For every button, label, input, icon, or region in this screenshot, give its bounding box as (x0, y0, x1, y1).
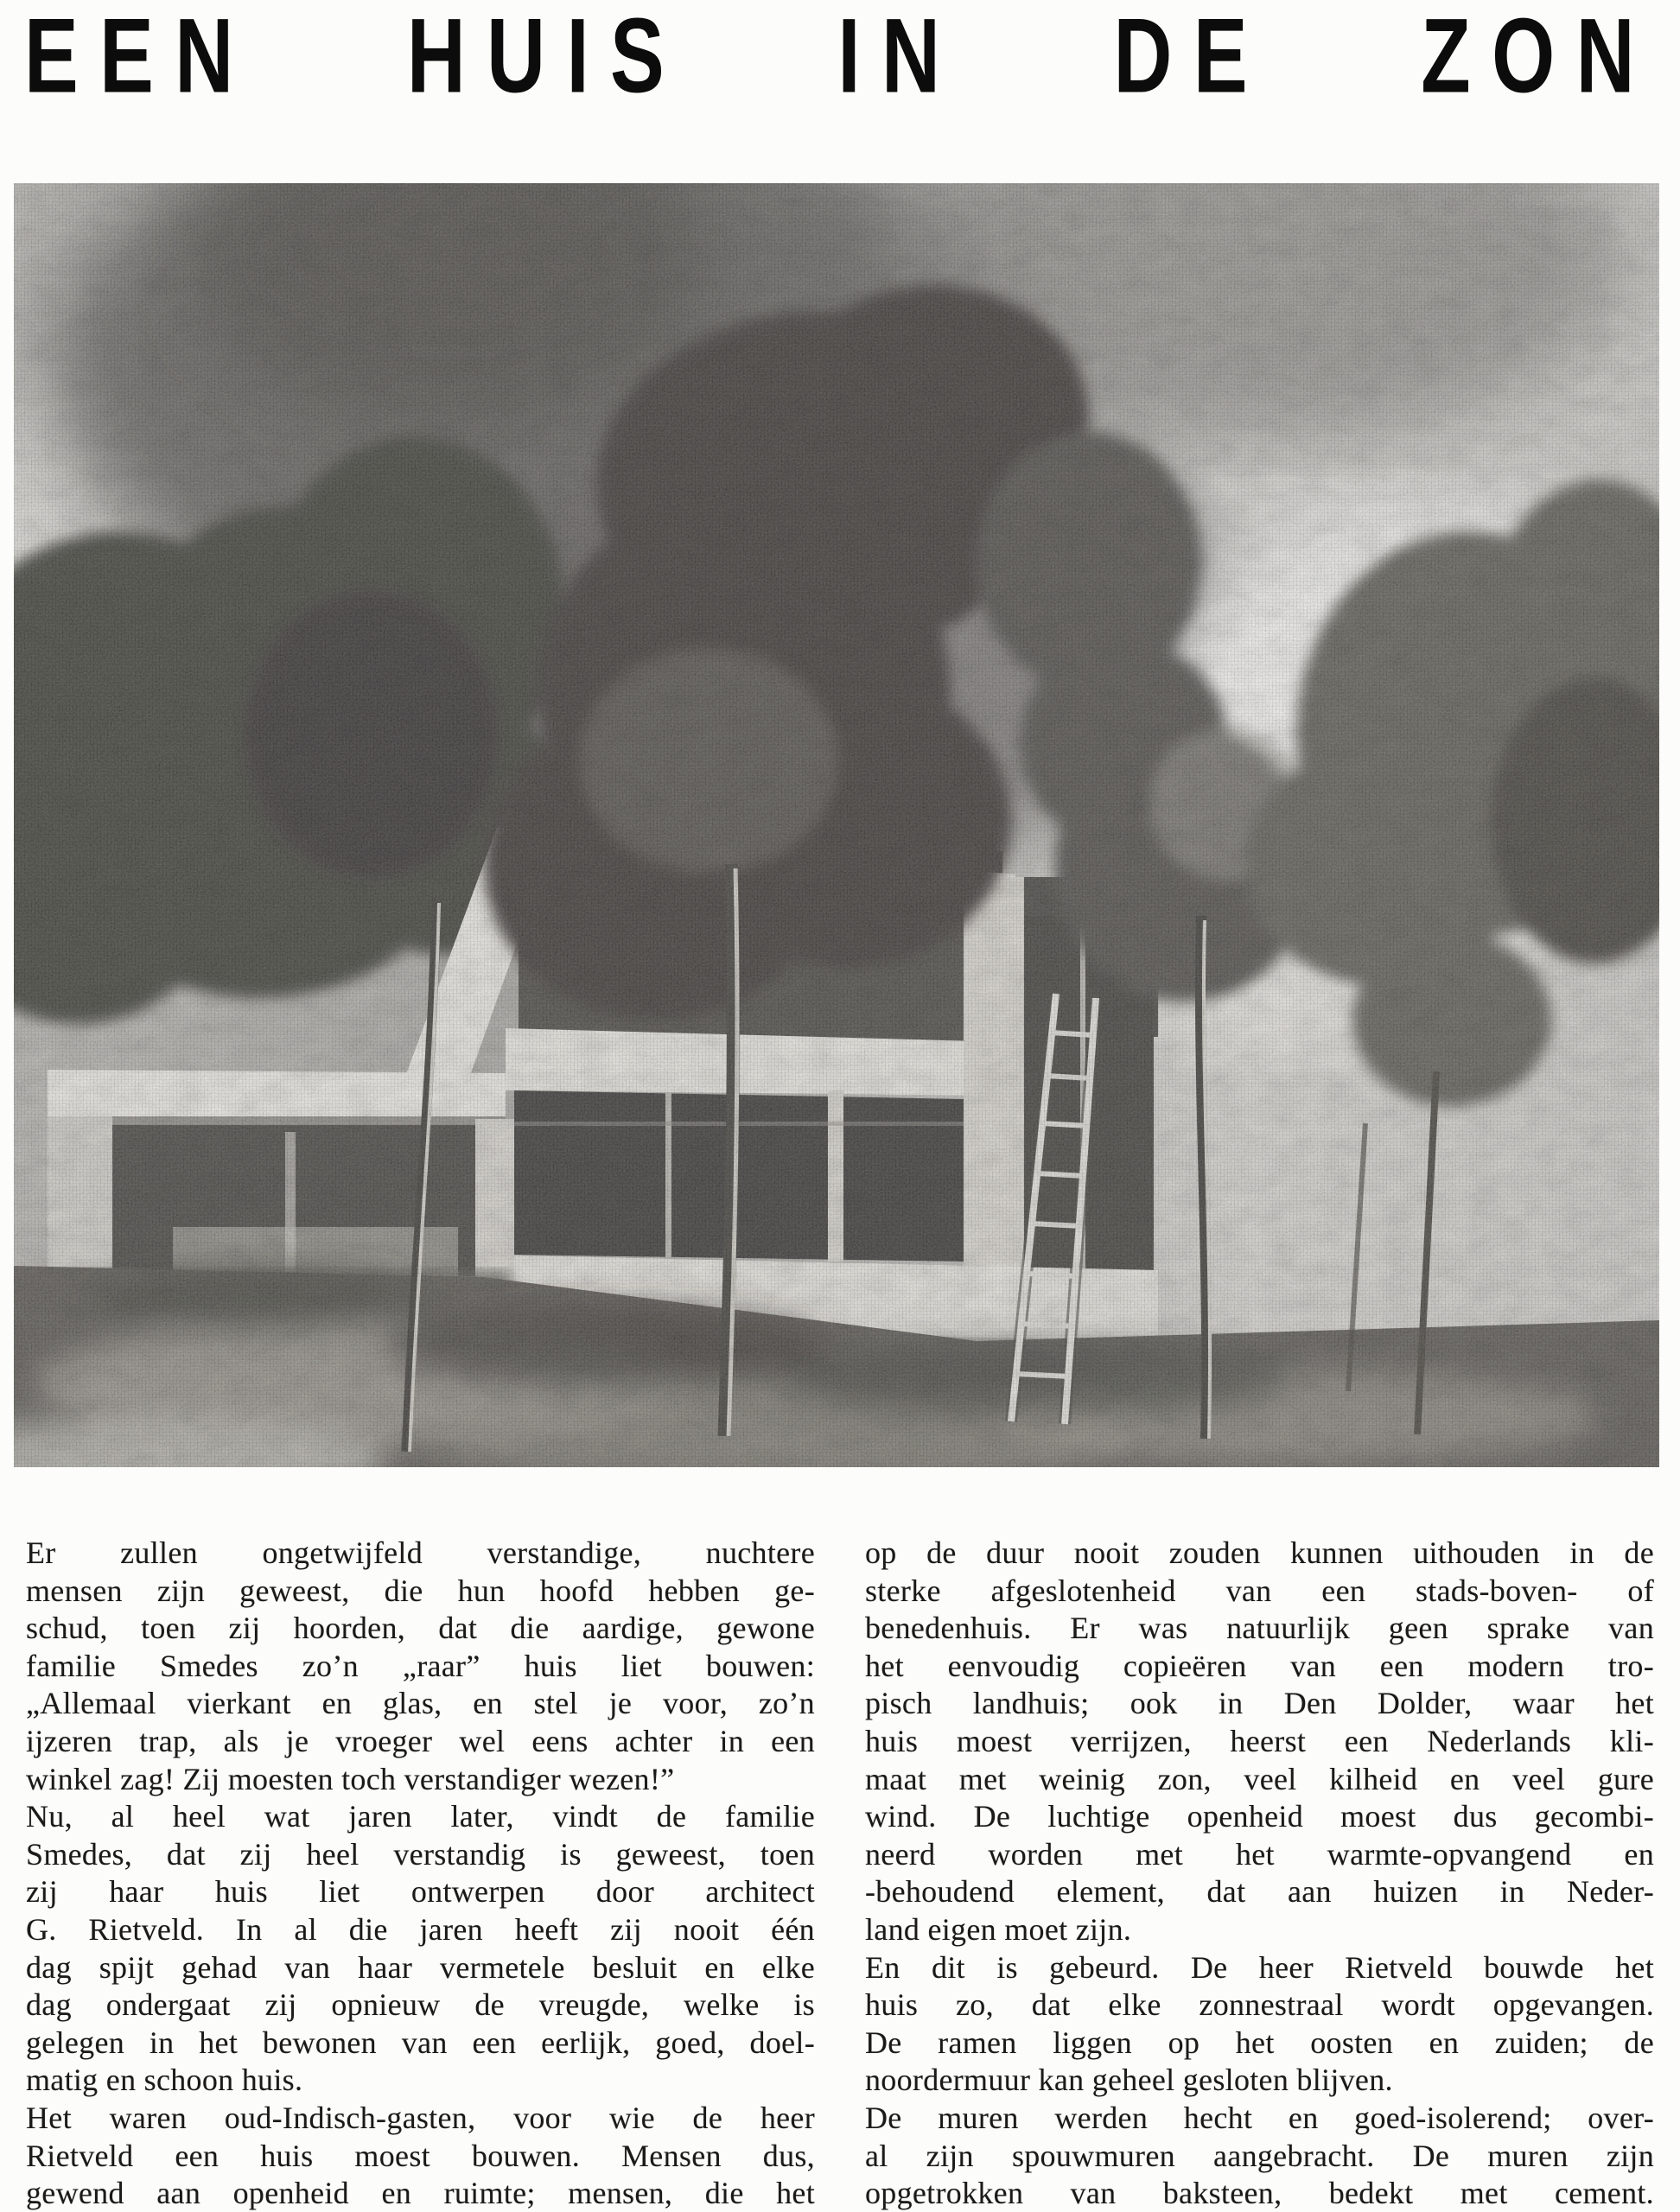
paragraph (865, 2100, 1654, 2212)
article-photo (14, 183, 1659, 1467)
paragraph (865, 1949, 1654, 2100)
text-line: Nu, al heel wat jaren later, vindt de familie (26, 1799, 815, 1834)
text-line: Rietveld een huis moest bouwen. Mensen dus, (26, 2138, 815, 2173)
paragraph (26, 1798, 815, 2100)
text-line: zij haar huis liet ontwerpen door architect (26, 1874, 815, 1910)
text-column-right (865, 1535, 1654, 2212)
text-line: noordermuur kan geheel gesloten blijven. (865, 2063, 1393, 2098)
text-line: het eenvoudig copieëren van een modern tro- (865, 1648, 1654, 1683)
text-line: pisch landhuis; ook in Den Dolder, waar het (865, 1686, 1654, 1721)
text-line: maat met weinig zon, veel kilheid en veel gure (865, 1761, 1654, 1796)
text-line: „Allemaal vierkant en glas, en stel je voor, zo’n (26, 1686, 815, 1721)
text-line: huis moest verrijzen, heerst een Nederlands kli- (865, 1723, 1654, 1758)
text-line: sterke afgeslotenheid van een stads-boven- of (865, 1573, 1654, 1608)
text-line: Het waren oud-Indisch-gasten, voor wie de heer (26, 2100, 815, 2135)
text-line: schud, toen zij hoorden, dat die aardige, gewone (26, 1611, 815, 1646)
text-line: ijzeren trap, als je vroeger wel eens achter in een (26, 1723, 815, 1758)
text-line: -behoudend element, dat aan huizen in Neder- (865, 1874, 1654, 1910)
text-line: En dit is gebeurd. De heer Rietveld bouwde het (865, 1949, 1654, 1985)
text-line: De muren werden hecht en goed-isolerend; over- (865, 2100, 1654, 2135)
text-line: dag spijt gehad van haar vermetele besluit en elke (26, 1949, 815, 1985)
text-line: De ramen liggen op het oosten en zuiden; de (865, 2024, 1654, 2060)
text-line: wind. De luchtige openheid moest dus gecombi- (865, 1799, 1654, 1834)
paragraph (865, 1535, 1654, 1949)
text-line: mensen zijn geweest, die hun hoofd hebben ge- (26, 1573, 815, 1608)
text-line: land eigen moet zijn. (865, 1911, 1132, 1947)
masthead (24, 0, 1656, 176)
text-line: op de duur nooit zouden kunnen uithouden in de (865, 1535, 1654, 1570)
page-title: EEN HUIS IN DE ZON (24, 0, 1656, 115)
paragraph (26, 2100, 815, 2212)
text-line: huis zo, dat elke zonnestraal wordt opgevangen. (865, 1987, 1654, 2023)
text-line: gelegen in het bewonen van een eerlijk, goed, doel- (26, 2024, 815, 2060)
article-body (26, 1535, 1654, 2212)
text-column-left (26, 1535, 815, 2212)
house-photo-illustration (14, 183, 1659, 1467)
text-line: familie Smedes zo’n „raar” huis liet bouwen: (26, 1648, 815, 1683)
text-line: neerd worden met het warmte-opvangend en (865, 1836, 1654, 1872)
text-line: dag ondergaat zij opnieuw de vreugde, welke is (26, 1987, 815, 2023)
text-line: opgetrokken van baksteen, bedekt met cement. (865, 2176, 1654, 2211)
text-line: winkel zag! Zij moesten toch verstandiger wezen!” (26, 1761, 675, 1796)
paragraph (26, 1535, 815, 1798)
text-line: al zijn spouwmuren aangebracht. De muren zijn (865, 2138, 1654, 2173)
text-line: Er zullen ongetwijfeld verstandige, nuchtere (26, 1535, 815, 1570)
text-line: matig en schoon huis. (26, 2063, 303, 2098)
text-line: G. Rietveld. In al die jaren heeft zij nooit één (26, 1911, 815, 1947)
text-line: gewend aan openheid en ruimte; mensen, die het (26, 2176, 815, 2211)
text-line: Smedes, dat zij heel verstandig is geweest, toen (26, 1836, 815, 1872)
text-line: benedenhuis. Er was natuurlijk geen sprake van (865, 1611, 1654, 1646)
